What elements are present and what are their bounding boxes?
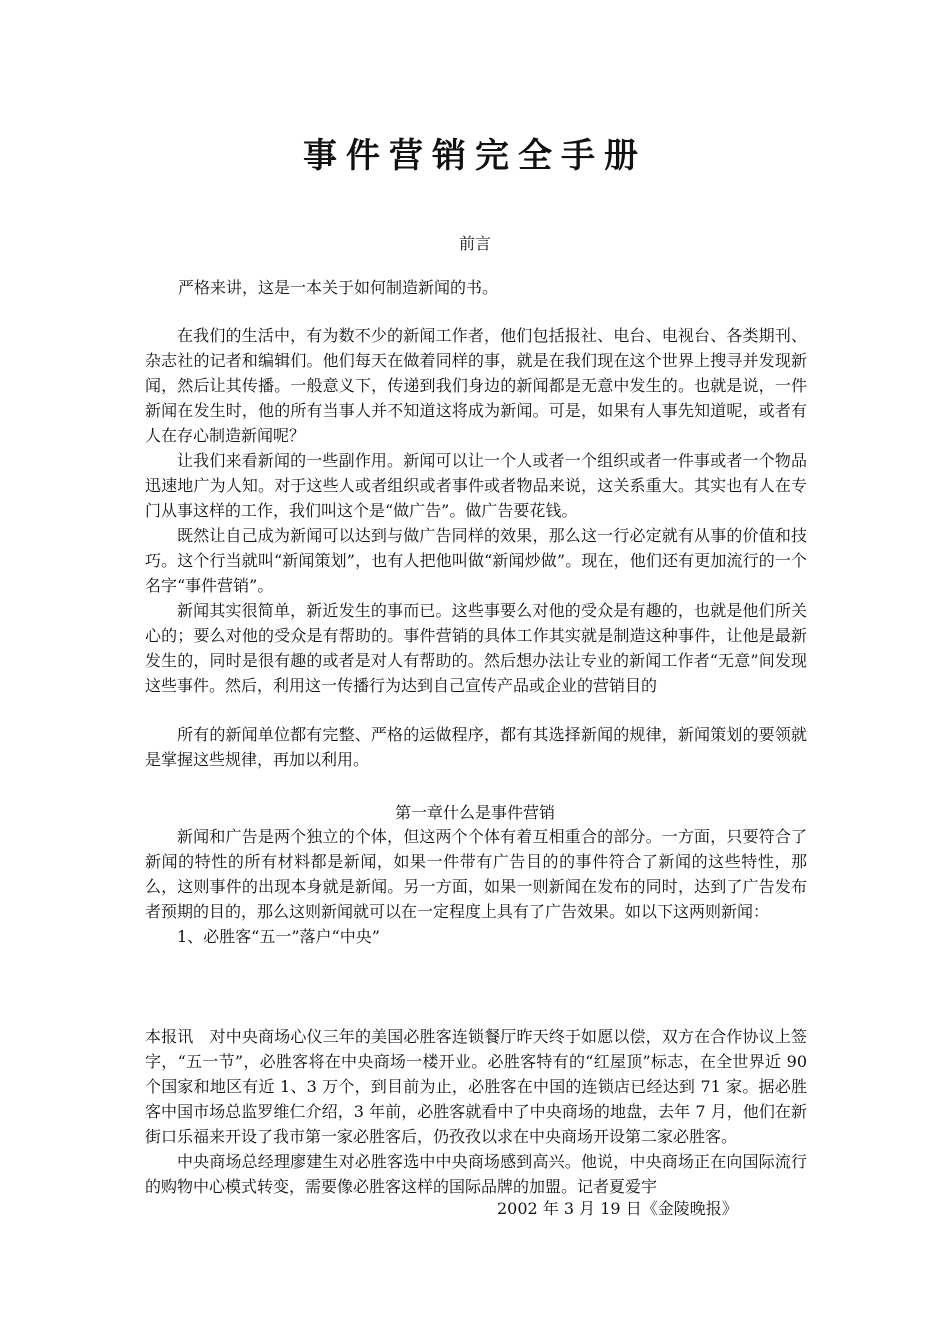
- chapter-body: [145, 824, 807, 949]
- preface-heading: 前言: [458, 234, 491, 253]
- preface-body: [145, 323, 807, 698]
- chapter-paragraph: 新闻和广告是两个独立的个体，但这两个个体有着互相重合的部分。一方面，只要符合了新闻的特性的所有材料都是新闻，如果一件带有广告目的的事件符合了新闻的这些特性，那么，这则事件的出现本身就是新闻。另一方面，如果一则新闻在发布的同时，达到了广告发布者预期的目的，那么这则新闻就可以在一定程度上具有了广告效果。如以下这两则新闻：: [145, 827, 807, 921]
- chapter-heading: 第一章什么是事件营销: [394, 803, 555, 822]
- news-paragraph: 本报讯 对中央商场心仪三年的美国必胜客连锁餐厅昨天终于如愿以偿，双方在合作协议上签字，“五一节”，必胜客将在中央商场一楼开业。必胜客特有的“红屋顶”标志，在全世界近 90 个国家和地区有近 1、3 万个，到目前为止，必胜客在中国的连锁店已经达到 71 家。据必胜客中国市场总监罗维仁介绍，3 年前，必胜客就看中了中央商场的地盘，去年 7 月，他们在新街口乐福来开设了我市第一家必胜客后，仍孜孜以求在中央商场开设第二家必胜客。: [145, 1027, 807, 1146]
- preface-paragraph: 让我们来看新闻的一些副作用。新闻可以让一个人或者一个组织或者一件事或者一个物品迅速地广为人知。对于这些人或者组织或者事件或者物品来说，这关系重大。其实也有人在专门从事这样的工作，我们叫这个是“做广告”。做广告要花钱。: [145, 451, 807, 520]
- preface-paragraph: 新闻其实很简单，新近发生的事而已。这些事要么对他的受众是有趣的，也就是他们所关心的；要么对他的受众是有帮助的。事件营销的具体工作其实就是制造这种事件，让他是最新发生的，同时是很有趣的或者是对人有帮助的。然后想办法让专业的新闻工作者“无意”间发现这些事件。然后，利用这一传播行为达到自己宣传产品或企业的营销目的: [145, 601, 807, 695]
- news-article: [145, 1024, 807, 1199]
- example-title: 1、必胜客“五一”落户“中央”: [177, 927, 380, 946]
- preface-paragraph: 既然让自己成为新闻可以达到与做广告同样的效果，那么这一行必定就有从事的价值和技巧。这个行当就叫“新闻策划”，也有人把他叫做“新闻炒做”。现在，他们还有更加流行的一个名字“事件营销”。: [145, 526, 807, 595]
- preface-lead: 严格来讲，这是一本关于如何制造新闻的书。: [178, 278, 499, 297]
- preface-paragraph: 所有的新闻单位都有完整、严格的运做程序，都有其选择新闻的规律，新闻策划的要领就是掌握这些规律，再加以利用。: [145, 725, 807, 769]
- news-paragraph: 中央商场总经理廖建生对必胜客选中中央商场感到高兴。他说，中央商场正在向国际流行的购物中心模式转变，需要像必胜客这样的国际品牌的加盟。记者夏爱宇: [145, 1152, 807, 1196]
- news-dateline: 2002 年 3 月 19 日《金陵晚报》: [497, 1199, 738, 1218]
- preface-body-final: [145, 722, 807, 772]
- document-title: 事件营销完全手册: [303, 136, 647, 176]
- preface-paragraph: 在我们的生活中，有为数不少的新闻工作者，他们包括报社、电台、电视台、各类期刊、杂志社的记者和编辑们。他们每天在做着同样的事，就是在我们现在这个世界上搜寻并发现新闻，然后让其传播。一般意义下，传递到我们身边的新闻都是无意中发生的。也就是说，一件新闻在发生时，他的所有当事人并不知道这将成为新闻。可是，如果有人事先知道呢，或者有人在存心制造新闻呢？: [145, 326, 807, 445]
